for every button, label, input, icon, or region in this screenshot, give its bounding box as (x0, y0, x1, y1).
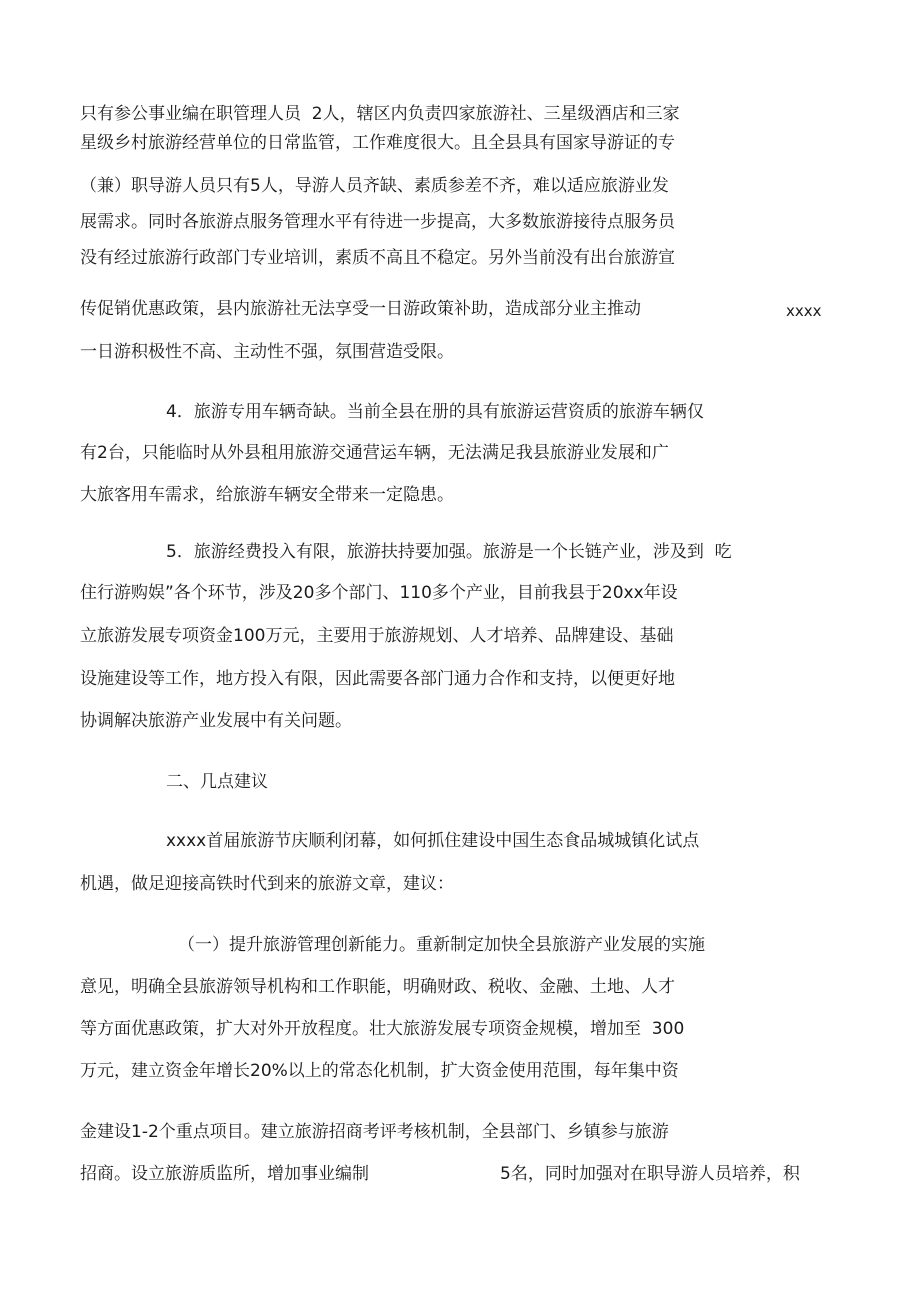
text-line: 协调解决旅游产业发展中有关问题。 (80, 711, 352, 731)
text-line: xxxx (786, 302, 822, 320)
text-line: 5名，同时加强对在职导游人员培养，积 (500, 1164, 800, 1184)
text-line: 传促销优惠政策，县内旅游社无法享受一日游政策补助，造成部分业主推动 (80, 299, 641, 319)
text-line: 一日游积极性不高、主动性不强，氛围营造受限。 (80, 342, 454, 362)
text-line: 大旅客用车需求，给旅游车辆安全带来一定隐患。 (80, 485, 454, 505)
text-line: （一）提升旅游管理创新能力。重新制定加快全县旅游产业发展的实施 (178, 935, 705, 955)
section-heading: 二、几点建议 (166, 772, 268, 792)
text-line: 金建设1-2个重点项目。建立旅游招商考评考核机制，全县部门、乡镇参与旅游 (80, 1122, 669, 1142)
text-line: 展需求。同时各旅游点服务管理水平有待进一步提高，大多数旅游接待点服务员 (80, 212, 675, 232)
text-line: 5．旅游经费投入有限，旅游扶持要加强。旅游是一个长链产业，涉及到 吃 (166, 542, 732, 562)
text-line: 没有经过旅游行政部门专业培训，素质不高且不稳定。另外当前没有出台旅游宣 (80, 248, 675, 268)
text-line: 住行游购娱”各个环节，涉及20多个部门、110多个产业，目前我县于20xx年设 (80, 583, 678, 603)
text-line: 招商。设立旅游质监所，增加事业编制 (80, 1164, 369, 1184)
text-line: （兼）职导游人员只有5人，导游人员齐缺、素质参差不齐，难以适应旅游业发 (80, 176, 669, 196)
text-line: 设施建设等工作，地方投入有限，因此需要各部门通力合作和支持，以便更好地 (80, 669, 675, 689)
text-line: 星级乡村旅游经营单位的日常监管，工作难度很大。且全县具有国家导游证的专 (80, 133, 675, 153)
text-line: 意见，明确全县旅游领导机构和工作职能，明确财政、税收、金融、土地、人才 (80, 977, 675, 997)
text-line: 万元，建立资金年增长20%以上的常态化机制，扩大资金使用范围，每年集中资 (80, 1061, 679, 1081)
text-line: xxxx首届旅游节庆顺利闭幕，如何抓住建设中国生态食品城城镇化试点 (166, 831, 700, 851)
text-line: 4．旅游专用车辆奇缺。当前全县在册的具有旅游运营资质的旅游车辆仅 (166, 402, 704, 422)
text-line: 只有参公事业编在职管理人员 2人，辖区内负责四家旅游社、三星级酒店和三家 (80, 104, 680, 124)
text-line: 有2台，只能临时从外县租用旅游交通营运车辆，无法满足我县旅游业发展和广 (80, 443, 669, 463)
text-line: 机遇，做足迎接高铁时代到来的旅游文章，建议： (80, 874, 454, 894)
text-line: 等方面优惠政策，扩大对外开放程度。壮大旅游发展专项资金规模，增加至 300 (80, 1019, 685, 1039)
text-line: 立旅游发展专项资金100万元，主要用于旅游规划、人才培养、品牌建设、基础 (80, 626, 674, 646)
